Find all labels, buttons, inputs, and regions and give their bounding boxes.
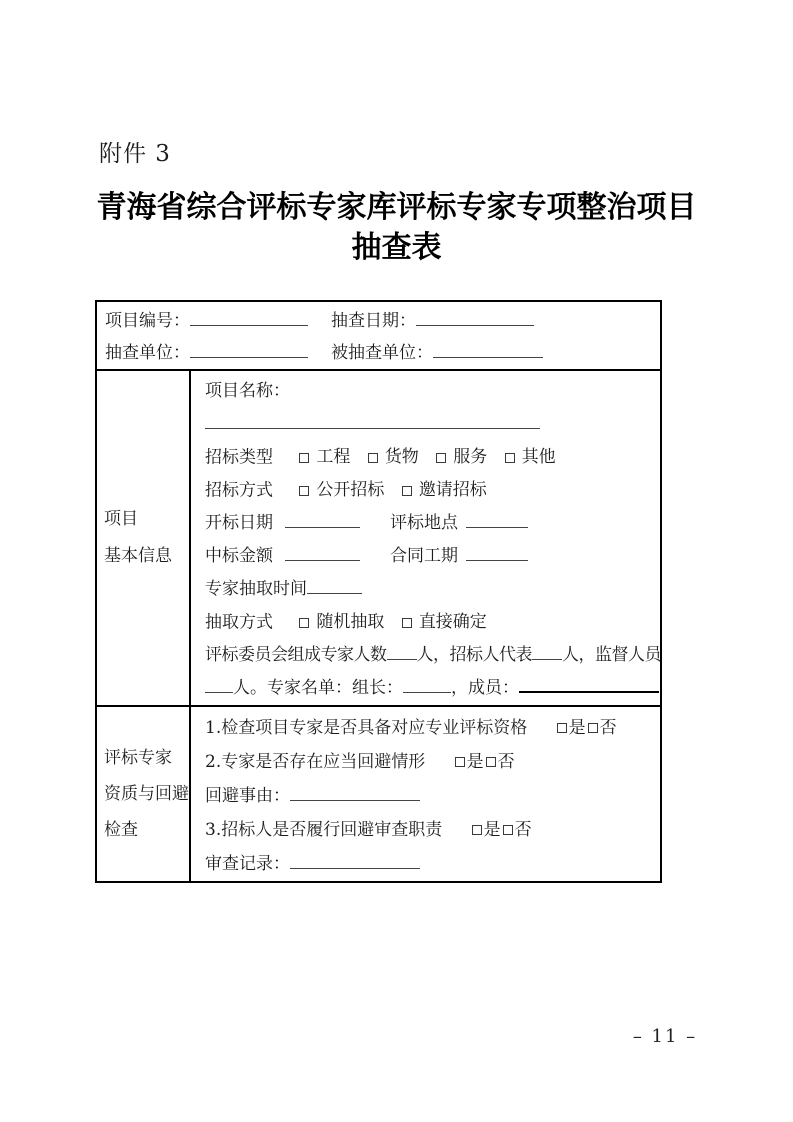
checkbox-icon <box>299 618 309 628</box>
document-title <box>0 188 793 268</box>
checkbox-icon <box>299 453 309 463</box>
check-item-3-text: 3.招标人是否履行回避审查职责 <box>205 820 443 840</box>
review-record-line <box>205 847 656 881</box>
committee-seg2: 人，招标人代表 <box>416 645 532 665</box>
committee-seg4: 人。专家名单：组长： <box>233 678 403 698</box>
check-item-1-text: 1.检查项目专家是否具备对应专业评标资格 <box>205 718 528 738</box>
checked-unit-blank <box>433 342 543 358</box>
basic-info-row-label <box>97 371 191 705</box>
checked-unit-pair <box>331 337 543 369</box>
checkbox-icon <box>436 453 446 463</box>
open-date-label: 开标日期 <box>205 513 273 533</box>
committee-seg3: 人，监督人员 <box>562 645 661 665</box>
award-amount-blank <box>285 545 360 561</box>
project-no-blank <box>190 310 308 326</box>
bid-method-line <box>205 474 661 507</box>
committee-line-1 <box>205 639 661 672</box>
draw-method-option-direct: 直接确定 <box>402 606 487 639</box>
award-amount-line <box>205 540 661 573</box>
qualification-row-label <box>97 707 191 881</box>
avoid-reason-blank <box>290 785 420 801</box>
checkbox-icon <box>588 723 598 733</box>
form-header-cell <box>97 302 660 369</box>
checkbox-icon <box>472 825 482 835</box>
basic-info-label-line2: 基本信息 <box>104 546 172 566</box>
checkbox-icon <box>505 453 515 463</box>
bid-type-option-fuwu: 服务 <box>436 441 487 474</box>
avoid-reason-line <box>205 779 656 813</box>
qualification-content <box>191 707 660 881</box>
project-name-label: 项目名称： <box>205 381 290 401</box>
group-leader-blank <box>403 677 451 693</box>
award-amount-label: 中标金额 <box>205 546 273 566</box>
document-title-line1: 青海省综合评标专家库评标专家专项整治项目 <box>96 190 697 225</box>
checkbox-icon <box>557 723 567 733</box>
qualification-check-row <box>97 707 660 881</box>
eval-place-label: 评标地点 <box>390 513 458 533</box>
committee-seg1: 评标委员会组成专家人数 <box>205 645 387 665</box>
project-name-line <box>205 375 661 408</box>
check-date-blank <box>416 310 534 326</box>
checkbox-icon <box>368 453 378 463</box>
check-item-2-text: 2.专家是否存在应当回避情形 <box>205 752 426 772</box>
form-header-row <box>97 302 660 371</box>
contract-period-blank <box>466 545 528 561</box>
basic-info-label-line1: 项目 <box>104 509 138 529</box>
check-date-label: 抽查日期： <box>331 311 416 331</box>
review-record-label: 审查记录： <box>205 854 290 874</box>
bid-method-option-open: 公开招标 <box>299 474 384 507</box>
committee-line-2 <box>205 672 661 705</box>
project-name-blank-line <box>205 408 661 441</box>
page-number: – 11 – <box>632 1026 698 1047</box>
checkbox-icon <box>455 757 465 767</box>
check-unit-label: 抽查单位： <box>105 343 190 363</box>
open-date-blank <box>285 512 360 528</box>
spot-check-form-table <box>95 300 662 883</box>
check-unit-pair <box>105 337 331 369</box>
check-date-pair <box>331 305 534 337</box>
basic-info-row <box>97 371 660 707</box>
qualification-label-line2: 资质与回避 <box>104 784 189 804</box>
checkbox-icon <box>299 486 309 496</box>
checkbox-icon <box>402 486 412 496</box>
project-no-label: 项目编号： <box>105 311 190 331</box>
bid-type-line <box>205 441 661 474</box>
check-item-3-yesno: 是 否 <box>472 813 532 847</box>
bid-type-option-huowu: 货物 <box>368 441 419 474</box>
check-unit-blank <box>190 342 308 358</box>
project-name-blank <box>205 413 540 429</box>
draw-time-label: 专家抽取时间 <box>205 579 307 599</box>
draw-method-option-random: 随机抽取 <box>299 606 384 639</box>
contract-period-label: 合同工期 <box>390 546 458 566</box>
bid-type-label: 招标类型 <box>205 447 273 468</box>
committee-seg5: ，成员： <box>451 678 519 698</box>
review-record-blank <box>290 853 420 869</box>
bid-method-option-invite: 邀请招标 <box>402 474 487 507</box>
avoid-reason-label: 回避事由： <box>205 786 290 806</box>
attachment-label: 附件 3 <box>99 141 171 167</box>
document-title-line2: 抽查表 <box>351 230 442 265</box>
bid-method-label: 招标方式 <box>205 480 273 501</box>
checkbox-icon <box>402 618 412 628</box>
expert-count-blank <box>387 644 417 660</box>
header-line-2 <box>105 337 656 369</box>
check-item-3 <box>205 813 656 847</box>
qualification-label-line1: 评标专家 <box>104 748 172 768</box>
bidder-rep-count-blank <box>532 644 562 660</box>
check-item-1-yesno: 是 否 <box>557 711 617 745</box>
draw-method-label: 抽取方式 <box>205 612 273 633</box>
checkbox-icon <box>486 757 496 767</box>
supervisor-count-blank <box>205 677 233 693</box>
members-blank <box>519 677 659 693</box>
header-line-1 <box>105 305 656 337</box>
draw-time-line <box>205 573 661 606</box>
draw-time-blank <box>307 578 362 594</box>
eval-place-blank <box>466 512 528 528</box>
check-item-1 <box>205 711 656 745</box>
project-no-pair <box>105 305 331 337</box>
checked-unit-label: 被抽查单位： <box>331 343 433 363</box>
open-date-line <box>205 507 661 540</box>
qualification-label-line3: 检查 <box>104 820 138 840</box>
bid-type-option-qita: 其他 <box>505 441 556 474</box>
basic-info-content <box>191 371 665 705</box>
checkbox-icon <box>503 825 513 835</box>
check-item-2 <box>205 745 656 779</box>
check-item-2-yesno: 是 否 <box>455 745 515 779</box>
bid-type-option-gongcheng: 工程 <box>299 441 350 474</box>
draw-method-line <box>205 606 661 639</box>
